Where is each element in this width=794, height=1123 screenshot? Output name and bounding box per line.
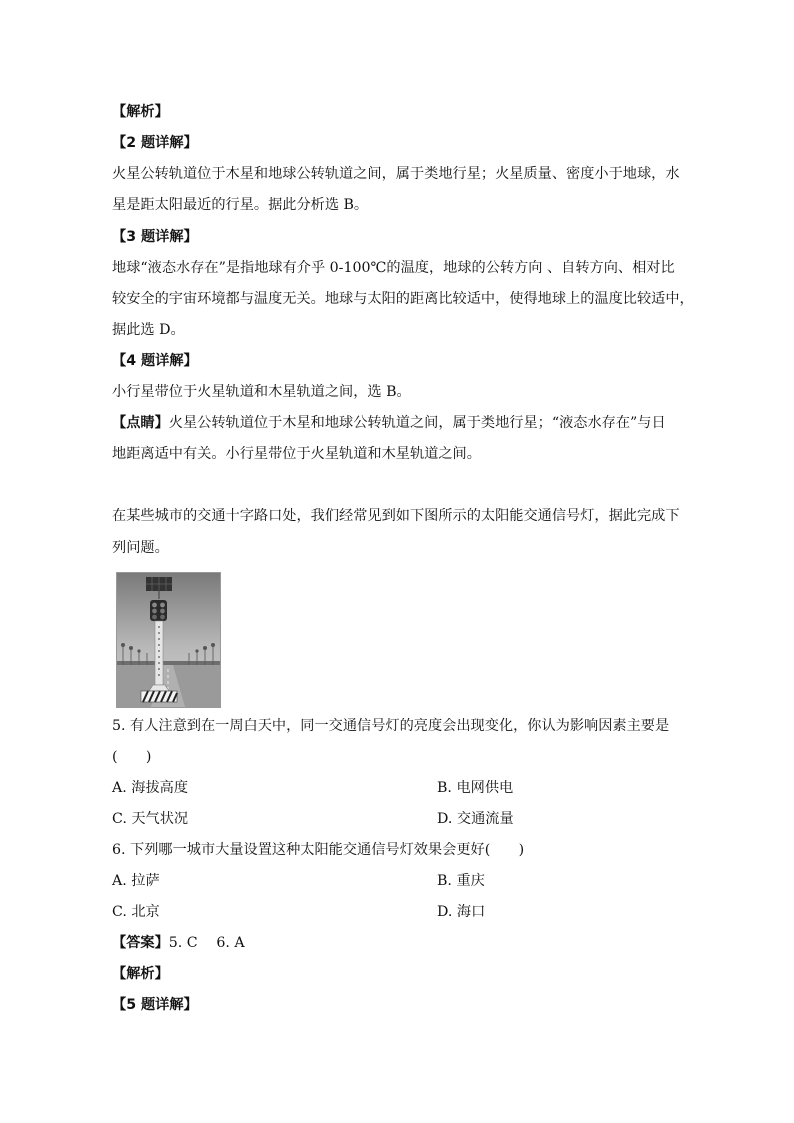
analysis-heading: 【解析】 <box>112 104 169 120</box>
answer-text: 5. C 6. A <box>168 935 245 951</box>
intro-line-2: 列问题。 <box>112 540 169 556</box>
q3-detail-line-3: 据此选 D。 <box>112 322 185 338</box>
q3-detail-line-2: 较安全的宇宙环境都与温度无关。地球与太阳的距离比较适中，使得地球上的温度比较适中， <box>112 291 694 307</box>
q6-option-b: B. 重庆 <box>437 873 485 889</box>
q5-stem-line-1: 5. 有人注意到在一周白天中，同一交通信号灯的亮度会出现变化，你认为影响因素主要是 <box>112 718 670 734</box>
traffic-light-photo <box>116 572 221 708</box>
q4-detail-line-1: 小行星带位于火星轨道和木星轨道之间，选 B。 <box>112 384 411 400</box>
q4-detail-heading: 【4 题详解】 <box>112 353 198 369</box>
q2-detail-line-2: 星是距太阳最近的行星。据此分析选 B。 <box>112 197 369 213</box>
q5-option-a: A. 海拔高度 <box>112 780 189 796</box>
q5-stem-line-2: ( ) <box>112 749 152 765</box>
q6-option-c: C. 北京 <box>112 904 160 920</box>
q2-detail-line-1: 火星公转轨道位于木星和地球公转轨道之间，属于类地行星；火星质量、密度小于地球，水 <box>112 166 680 182</box>
answer-label: 【答案】 <box>112 935 169 951</box>
q2-detail-heading: 【2 题详解】 <box>112 135 198 151</box>
q3-detail-line-1: 地球“液态水存在”是指地球有介乎 0-100℃的温度，地球的公转方向 、自转方向、相对比 <box>112 260 675 276</box>
q5-detail-heading: 【5 题详解】 <box>112 997 198 1013</box>
analysis2-heading: 【解析】 <box>112 966 169 982</box>
q5-option-d: D. 交通流量 <box>437 811 514 827</box>
q6-stem: 6. 下列哪一城市大量设置这种太阳能交通信号灯效果会更好( ) <box>112 842 525 858</box>
q6-option-d: D. 海口 <box>437 904 486 920</box>
q3-detail-heading: 【3 题详解】 <box>112 229 198 245</box>
dianjing-line-2: 地距离适中有关。小行星带位于火星轨道和木星轨道之间。 <box>112 446 481 462</box>
intro-line-1: 在某些城市的交通十字路口处，我们经常见到如下图所示的太阳能交通信号灯，据此完成下 <box>112 508 680 524</box>
q5-option-b: B. 电网供电 <box>437 780 514 796</box>
dianjing-line-1 <box>112 413 666 433</box>
q5-option-c: C. 天气状况 <box>112 811 189 827</box>
dianjing-text-1: 火星公转轨道位于木星和地球公转轨道之间，属于类地行星；“液态水存在”与日 <box>168 415 666 431</box>
answer-line <box>112 933 245 953</box>
q6-option-a: A. 拉萨 <box>112 873 160 889</box>
dianjing-label: 【点睛】 <box>112 415 169 431</box>
